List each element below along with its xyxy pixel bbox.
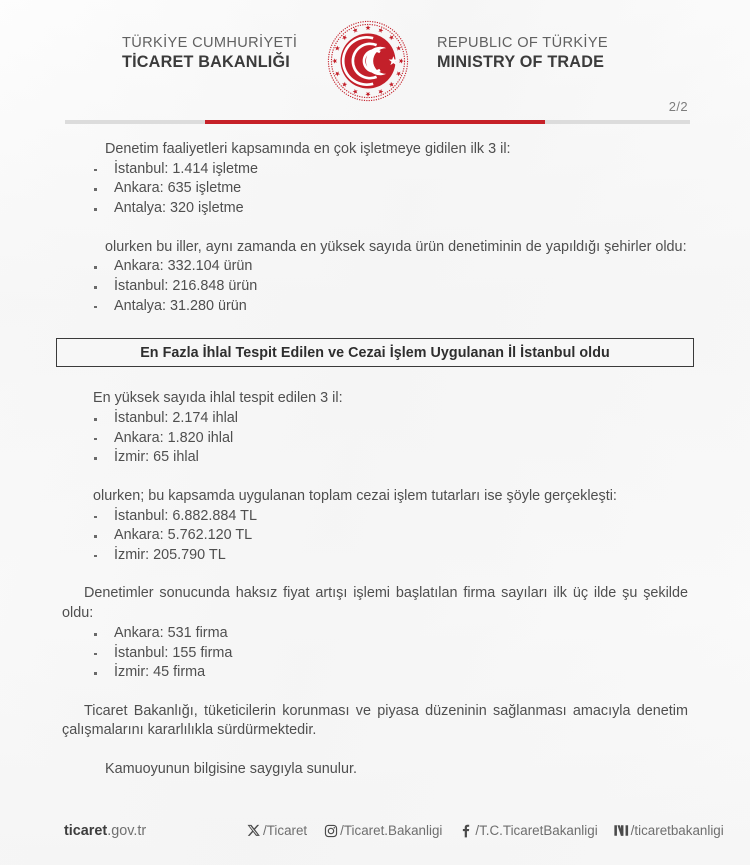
paragraph-final: Kamuoyunun bilgisine saygıyla sunulur. bbox=[105, 761, 357, 778]
list-ihlal bbox=[92, 409, 688, 468]
spacer bbox=[62, 468, 688, 487]
paragraph-firma: Denetimler sonucunda haksız fiyat artışı işlemi başlatılan firma sayıları ilk üç ilde şu şekilde oldu: bbox=[62, 585, 688, 622]
list-item: İzmir: 205.790 TL bbox=[92, 546, 688, 566]
list-ceza bbox=[92, 507, 688, 566]
brand-english bbox=[437, 35, 608, 73]
footer-website-bold: ticaret bbox=[64, 823, 108, 839]
highlight-heading-text: En Fazla İhlal Tespit Edilen ve Cezai İşlem Uygulanan İl İstanbul oldu bbox=[140, 344, 610, 361]
list-urun bbox=[92, 257, 688, 316]
footer-social-links bbox=[246, 823, 724, 838]
social-handle: /Ticaret bbox=[263, 823, 308, 838]
list-item: Ankara: 635 işletme bbox=[92, 179, 688, 199]
social-handle: /Ticaret.Bakanligi bbox=[340, 823, 443, 838]
document-body bbox=[0, 140, 750, 780]
instagram-icon bbox=[323, 823, 338, 838]
footer-website-rest: .gov.tr bbox=[107, 823, 147, 839]
list-item: İstanbul: 6.882.884 TL bbox=[92, 507, 688, 527]
document-footer bbox=[0, 807, 750, 865]
n-wordmark-icon bbox=[614, 823, 629, 838]
header-divider bbox=[65, 120, 690, 124]
list-item: Antalya: 31.280 ürün bbox=[92, 297, 688, 317]
social-handle: /ticaretbakanligi bbox=[630, 823, 724, 838]
social-link-x[interactable] bbox=[246, 823, 307, 838]
footer-website[interactable] bbox=[64, 823, 146, 839]
facebook-icon bbox=[458, 823, 473, 838]
list-isletme bbox=[92, 160, 688, 219]
ministry-emblem-icon bbox=[325, 18, 411, 104]
list-item: Ankara: 5.762.120 TL bbox=[92, 526, 688, 546]
brand-turkish-line1: TÜRKİYE CUMHURİYETİ bbox=[122, 35, 298, 51]
list-item: İzmir: 45 firma bbox=[92, 663, 688, 683]
document-header bbox=[0, 0, 750, 112]
spacer bbox=[62, 683, 688, 702]
list-item: İstanbul: 216.848 ürün bbox=[92, 277, 688, 297]
paragraph-closing: Ticaret Bakanlığı, tüketicilerin korunması ve piyasa düzeninin sağlanması amacıyla denetim çalışmalarını kararlılıkla sürdürmektedir. bbox=[62, 702, 688, 739]
x-twitter-icon bbox=[246, 823, 261, 838]
list-item: Ankara: 332.104 ürün bbox=[92, 257, 688, 277]
brand-turkish-line2: TİCARET BAKANLIĞI bbox=[122, 52, 290, 71]
header-divider-accent bbox=[205, 120, 545, 124]
spacer bbox=[62, 367, 688, 389]
page-number: 2/2 bbox=[668, 99, 688, 114]
brand-english-line2: MINISTRY OF TRADE bbox=[437, 52, 605, 71]
list-item: İstanbul: 1.414 işletme bbox=[92, 160, 688, 180]
social-link-n-wordmark[interactable] bbox=[614, 823, 724, 838]
spacer bbox=[62, 565, 688, 584]
list-item: İstanbul: 155 firma bbox=[92, 644, 688, 664]
list-item: İstanbul: 2.174 ihlal bbox=[92, 409, 688, 429]
paragraph-ihlal: En yüksek sayıda ihlal tespit edilen 3 il: bbox=[93, 390, 343, 407]
spacer bbox=[62, 741, 688, 760]
paragraph-urun: olurken bu iller, aynı zamanda en yüksek sayıda ürün denetiminin de yapıldığı şehirler oldu: bbox=[105, 238, 687, 255]
list-item: Antalya: 320 işletme bbox=[92, 199, 688, 219]
social-handle: /T.C.TicaretBakanligi bbox=[475, 823, 598, 838]
spacer bbox=[62, 316, 688, 338]
list-item: Ankara: 531 firma bbox=[92, 624, 688, 644]
list-firma bbox=[92, 624, 688, 683]
social-link-instagram[interactable] bbox=[323, 823, 442, 838]
spacer bbox=[62, 219, 688, 238]
highlight-heading-box bbox=[56, 338, 694, 367]
social-link-facebook[interactable] bbox=[458, 823, 597, 838]
list-item: Ankara: 1.820 ihlal bbox=[92, 429, 688, 449]
brand-english-line1: REPUBLIC OF TÜRKİYE bbox=[437, 35, 609, 51]
list-item: İzmir: 65 ihlal bbox=[92, 448, 688, 468]
brand-turkish bbox=[122, 35, 297, 73]
paragraph-intro: Denetim faaliyetleri kapsamında en çok işletmeye gidilen ilk 3 il: bbox=[105, 141, 511, 157]
paragraph-ceza: olurken; bu kapsamda uygulanan toplam cezai işlem tutarları ise şöyle gerçekleşti: bbox=[93, 487, 617, 504]
